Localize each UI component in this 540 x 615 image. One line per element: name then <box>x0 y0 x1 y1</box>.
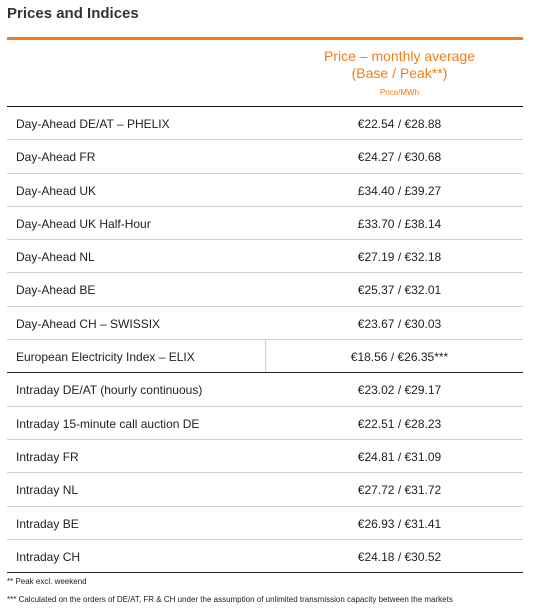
row-value: €23.67 / €30.03 <box>357 316 442 331</box>
row-label: Intraday BE <box>16 516 79 531</box>
table-row <box>7 507 523 540</box>
row-label: Day-Ahead UK <box>16 183 97 198</box>
table-row <box>7 240 523 273</box>
table-row <box>7 373 523 406</box>
footnote-calculation: *** Calculated on the orders of DE/AT, FR & CH under the assumption of unlimited transmission capacity between the markets <box>7 595 453 604</box>
table-header <box>7 40 523 104</box>
column-header-unit: Price/MWh <box>379 88 420 97</box>
row-label: Intraday 15-minute call auction DE <box>16 416 200 431</box>
row-label: Intraday NL <box>16 483 79 498</box>
table-row <box>7 140 523 173</box>
row-label: Intraday CH <box>16 549 81 564</box>
table-row <box>7 107 523 140</box>
row-value: €25.37 / €32.01 <box>357 283 442 298</box>
table-row <box>7 273 523 306</box>
row-separator <box>265 340 266 372</box>
table-row <box>7 440 523 473</box>
row-label: Day-Ahead DE/AT – PHELIX <box>16 117 170 131</box>
row-value: €24.18 / €30.52 <box>357 549 442 564</box>
row-value: €22.51 / €28.23 <box>357 416 442 431</box>
row-value: €24.27 / €30.68 <box>357 150 442 165</box>
row-label: European Electricity Index – ELIX <box>16 350 195 365</box>
table-row <box>7 174 523 207</box>
table-row <box>7 473 523 506</box>
table-row <box>7 340 523 373</box>
column-header-line2: (Base / Peak**) <box>351 65 448 81</box>
column-header-price <box>272 48 527 82</box>
row-value: €23.02 / €29.17 <box>357 383 442 398</box>
row-value: £33.70 / £38.14 <box>357 216 442 231</box>
row-value: €18.56 / €26.35*** <box>350 350 449 365</box>
page-title: Prices and Indices <box>7 5 139 22</box>
row-label: Day-Ahead FR <box>16 150 96 165</box>
row-value: €27.72 / €31.72 <box>357 483 442 498</box>
row-label: Day-Ahead CH – SWISSIX <box>16 316 161 331</box>
row-label: Day-Ahead NL <box>16 250 95 265</box>
row-label: Day-Ahead BE <box>16 283 96 298</box>
footnote-peak: ** Peak excl. weekend <box>7 577 87 586</box>
table-row <box>7 207 523 240</box>
row-value: €26.93 / €31.41 <box>357 516 442 531</box>
row-value: €27.19 / €32.18 <box>357 250 442 265</box>
table-row <box>7 307 523 340</box>
row-value: £34.40 / £39.27 <box>357 183 442 198</box>
row-label: Intraday DE/AT (hourly continuous) <box>16 383 203 398</box>
table-row <box>7 540 523 573</box>
row-label: Intraday FR <box>16 449 79 464</box>
price-table <box>7 107 523 573</box>
row-value: €24.81 / €31.09 <box>357 449 442 464</box>
row-value: €22.54 / €28.88 <box>357 117 442 131</box>
column-header-line1: Price – monthly average <box>324 48 475 64</box>
table-row <box>7 407 523 440</box>
row-label: Day-Ahead UK Half-Hour <box>16 216 151 231</box>
